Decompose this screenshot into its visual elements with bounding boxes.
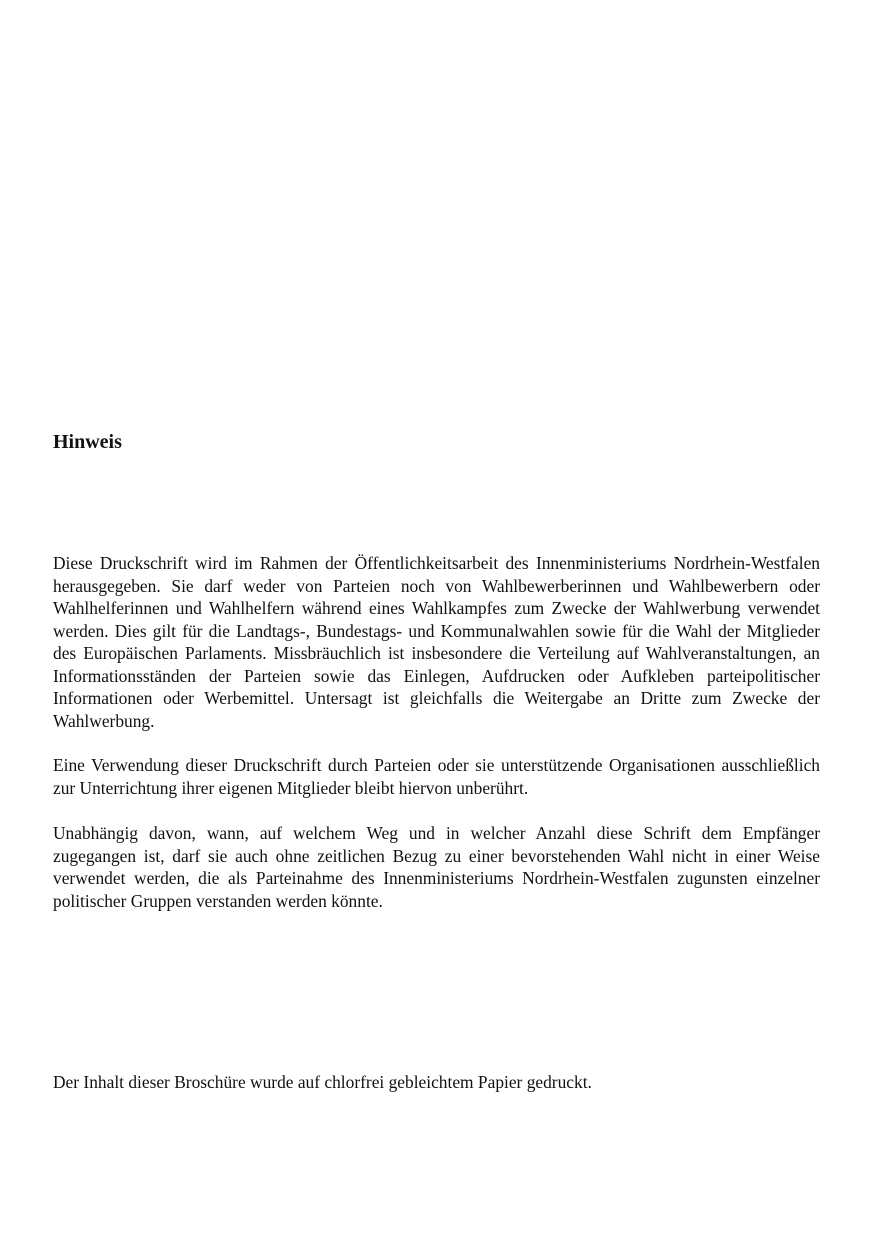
paper-note: Der Inhalt dieser Broschüre wurde auf chlorfrei gebleichtem Papier gedruckt.: [53, 1072, 592, 1092]
notice-paragraph-neutrality: Unabhängig davon, wann, auf welchem Weg und in welcher Anzahl diese Schrift dem Empfänger zugegangen ist, darf sie auch ohne zeitlichen Bezug zu einer bevorstehenden Wahl nicht in einer Weise verwendet werden, die als Parteinahme des Innenministeriums Nordrhein-Westfalen zugunsten einzelner politischer Gruppen verstanden werden könnte.: [53, 823, 820, 911]
notice-paragraph-usage-restriction: Diese Druckschrift wird im Rahmen der Öffentlichkeitsarbeit des Innenministeriums Nordrhein-Westfalen herausgegeben. Sie darf weder von Parteien noch von Wahlbewerberinnen und Wahlbewerbern oder Wahlhelferinnen und Wahlhelfern während eines Wahlkampfes zum Zwecke der Wahlwerbung verwendet werden. Dies gilt für die Landtags-, Bundestags- und Kommunalwahlen sowie für die Wahl der Mitglieder des Europäischen Parlaments. Missbräuchlich ist insbesondere die Verteilung auf Wahlveranstaltungen, an Informationsständen der Parteien sowie das Einlegen, Aufdrucken oder Aufkleben parteipolitischer Informationen oder Werbemittel. Untersagt ist gleichfalls die Weitergabe an Dritte zum Zwecke der Wahlwerbung.: [53, 553, 820, 731]
notice-paragraph-party-internal-use: Eine Verwendung dieser Druckschrift durch Parteien oder sie unterstützende Organisationen ausschließlich zur Unterrichtung ihrer eigenen Mitglieder bleibt hiervon unberührt.: [53, 755, 820, 798]
notice-heading: Hinweis: [53, 431, 122, 453]
